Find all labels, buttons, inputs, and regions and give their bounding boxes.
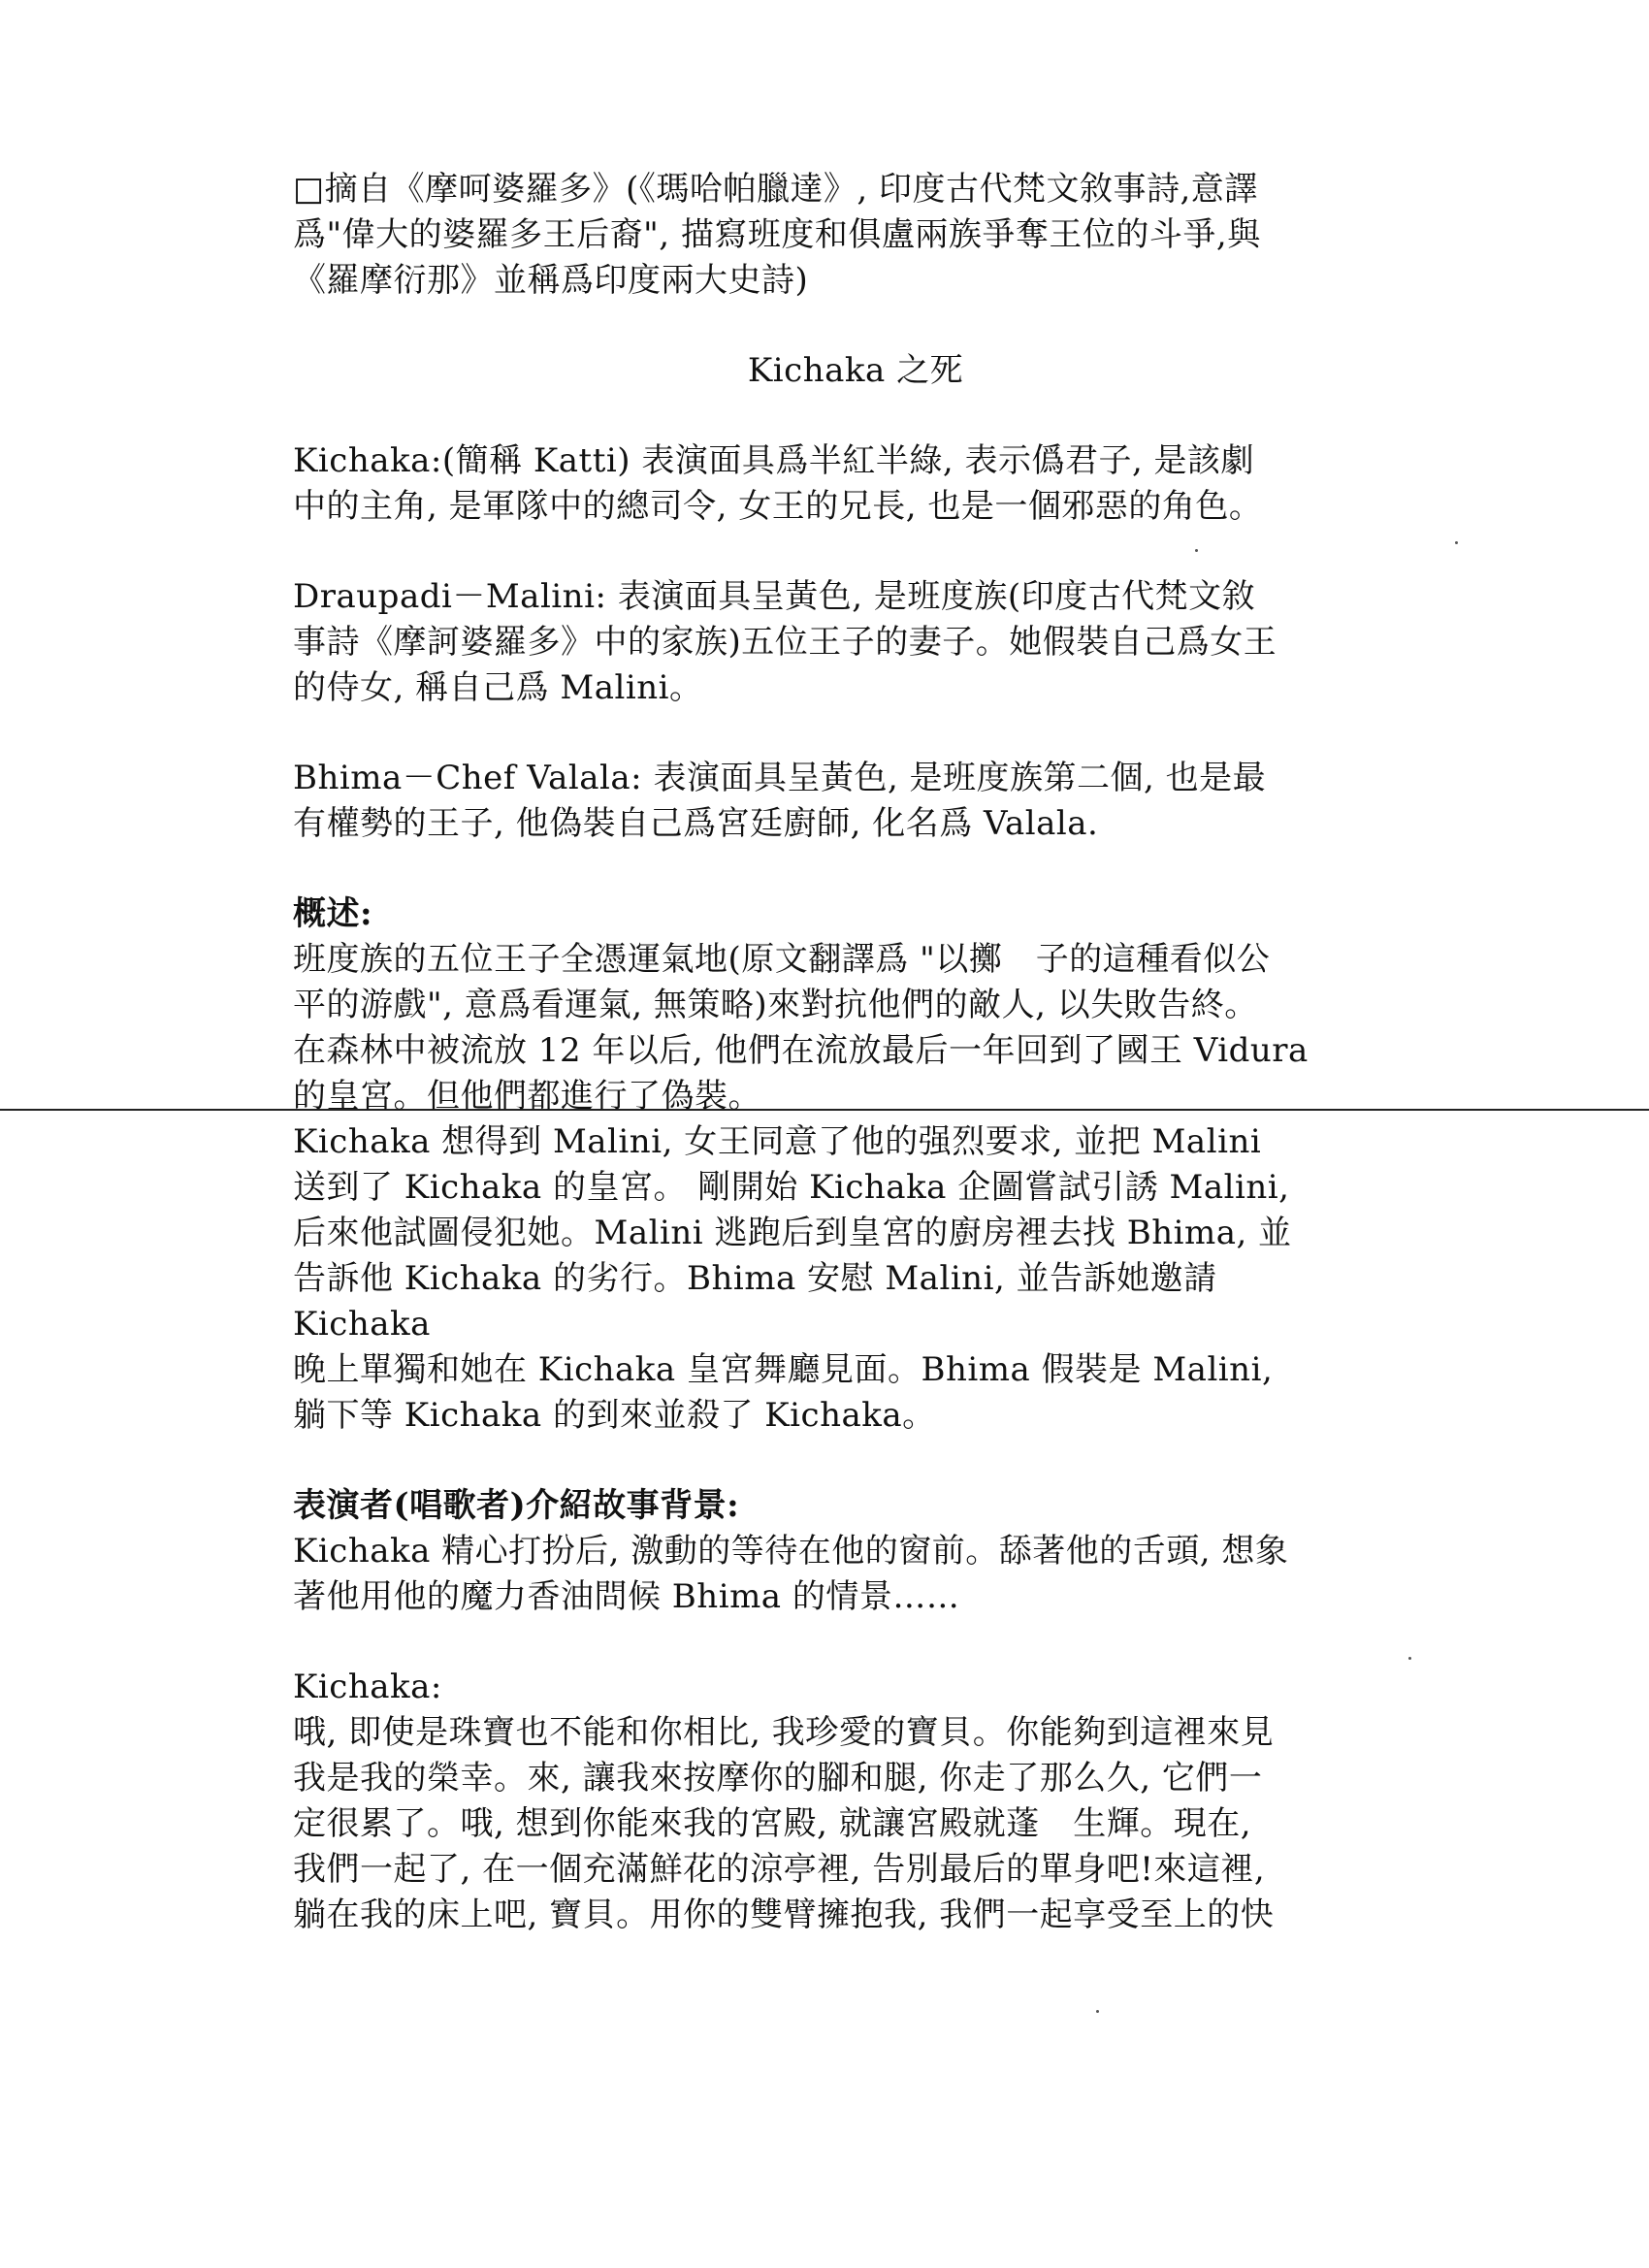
summary-line: 班度族的五位王子全憑運氣地(原文翻譯爲 "以擲 子的這種看似公 [293,940,1271,979]
summary-line: 送到了 Kichaka 的皇宮。 剛開始 Kichaka 企圖嘗試引誘 Malini, [293,1168,1290,1207]
scan-speck [1455,541,1458,544]
summary-line: 晚上單獨和她在 Kichaka 皇宮舞廳見面。Bhima 假裝是 Malini, [293,1350,1274,1389]
summary-line: 告訴他 Kichaka 的劣行。Bhima 安慰 Malini, 並告訴她邀請 Kichaka [293,1259,1217,1344]
summary-line: Kichaka 想得到 Malini, 女王同意了他的强烈要求, 並把 Malini [293,1122,1262,1161]
summary-line: 平的游戲", 意爲看運氣, 無策略)來對抗他們的敵人, 以失敗告終。 [293,986,1258,1024]
summary-section [293,891,1360,1439]
speech-heading: Kichaka: [293,1668,442,1706]
summary-line: 后來他試圖侵犯她。Malini 逃跑后到皇宮的廚房裡去找 Bhima, 並 [293,1214,1292,1252]
background-line: 著他用他的魔力香油問候 Bhima 的情景…… [293,1577,960,1616]
character-line: 有權勢的王子, 他偽裝自己爲宮廷廚師, 化名爲 Valala. [293,804,1099,843]
character-draupadi [293,574,1360,711]
character-line: 中的主角, 是軍隊中的總司令, 女王的兄長, 也是一個邪惡的角色。 [293,487,1263,526]
speech-line: 定很累了。哦, 想到你能來我的宮殿, 就讓宮殿就蓬 生輝。現在, [293,1804,1252,1843]
intro-line: 爲"偉大的婆羅多王后裔", 描寫班度和俱盧兩族爭奪王位的斗爭,與 [293,215,1261,254]
character-line: Draupadi－Malini: 表演面具呈黃色, 是班度族(印度古代梵文敘 [293,577,1256,616]
speech-line: 躺在我的床上吧, 寶貝。用你的雙臂擁抱我, 我們一起享受至上的快 [293,1895,1275,1934]
character-line: Kichaka:(簡稱 Katti) 表演面具爲半紅半綠, 表示僞君子, 是該劇 [293,441,1255,480]
speech-line: 哦, 即使是珠寶也不能和你相比, 我珍愛的寶貝。你能夠到這裡來見 [293,1713,1275,1752]
document-title: Kichaka 之死 [747,351,964,390]
document-body [293,167,1360,1983]
scan-speck [1096,2010,1099,2013]
character-line: 的侍女, 稱自己爲 Malini。 [293,668,703,707]
intro-line: 《羅摩衍那》並稱爲印度兩大史詩) [293,261,809,300]
background-heading: 表演者(唱歌者)介紹故事背景: [293,1486,740,1525]
intro-line: □摘自《摩呵婆羅多》(《瑪哈帕臘達》, 印度古代梵文敘事詩,意譯 [293,170,1258,209]
character-line: 事詩《摩訶婆羅多》中的家族)五位王子的妻子。她假裝自己爲女王 [293,623,1277,662]
speech-line: 我們一起了, 在一個充滿鮮花的涼亭裡, 告別最后的單身吧!來這裡, [293,1850,1266,1889]
scan-speck [1408,1657,1411,1660]
background-line: Kichaka 精心打扮后, 激動的等待在他的窗前。舔著他的舌頭, 想象 [293,1532,1289,1571]
background-section [293,1483,1360,1620]
summary-line: 在森林中被流放 12 年以后, 他們在流放最后一年回到了國王 Vidura [293,1031,1309,1070]
summary-line: 躺下等 Kichaka 的到來並殺了 Kichaka。 [293,1396,936,1435]
summary-line: 的皇宮。但他們都進行了偽裝。 [293,1077,761,1116]
speech-line: 我是我的榮幸。來, 讓我來按摩你的腳和腿, 你走了那么久, 它們一 [293,1759,1263,1798]
intro-paragraph [293,167,1360,304]
character-bhima [293,756,1360,847]
character-line: Bhima－Chef Valala: 表演面具呈黃色, 是班度族第二個, 也是最 [293,759,1267,797]
speech-section [293,1665,1360,1938]
summary-heading: 概述: [293,894,373,933]
character-kichaka [293,438,1360,530]
